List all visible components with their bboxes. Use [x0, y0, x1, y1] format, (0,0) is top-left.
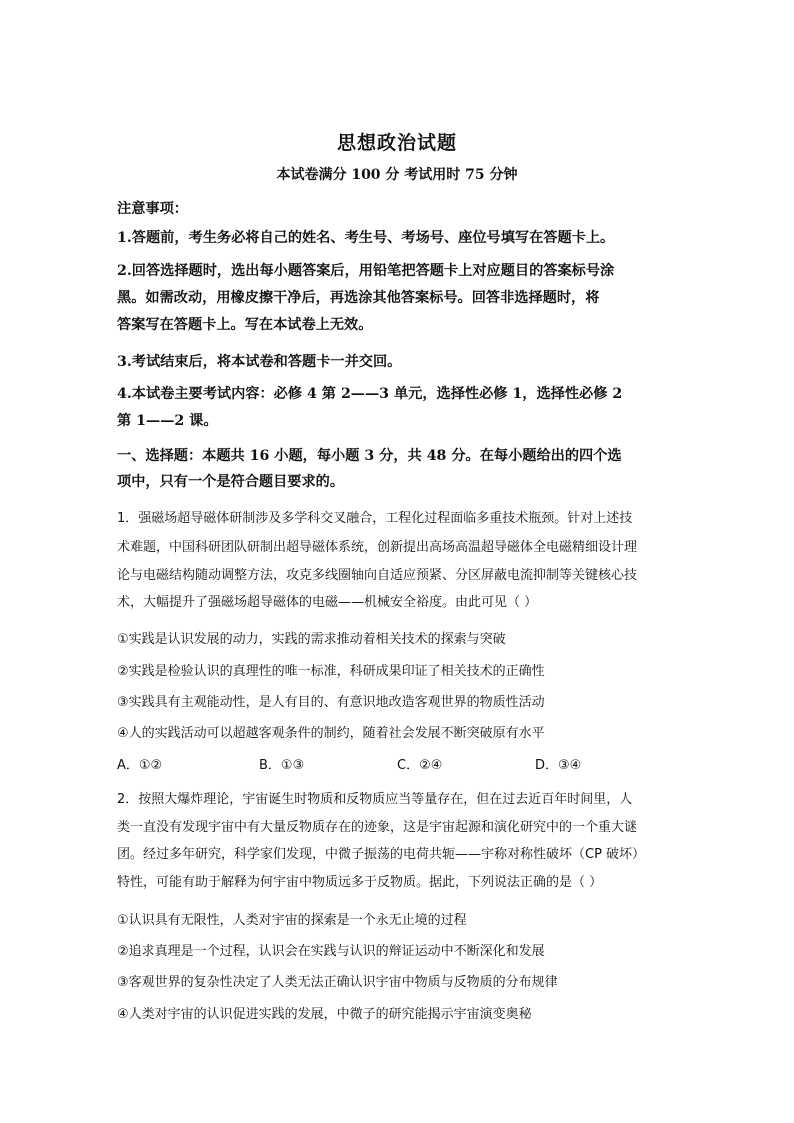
question-2-line-3: 团。经过多年研究，科学家们发现，中微子振荡的电荷共轭——宇称对称性破坏（CP 破坏） — [117, 847, 646, 862]
question-2-statement-2: ②追求真理是一个过程，认识会在实践与认识的辩证运动中不断深化和发展 — [117, 944, 545, 959]
note-2-line-1: 2.回答选择题时，选出每小题答案后，用铅笔把答题卡上对应题目的答案标号涂 — [117, 263, 615, 279]
question-2-line-4: 特性，可能有助于解释为何宇宙中物质远多于反物质。据此，下列说法正确的是（ ） — [117, 875, 603, 890]
note-2-line-2: 黑。如需改动，用橡皮擦干净后，再选涂其他答案标号。回答非选择题时，将 — [117, 290, 600, 306]
question-2-statement-4: ④人类对宇宙的认识促进实践的发展，中微子的研究能揭示宇宙演变奥秘 — [117, 1007, 532, 1022]
question-1-line-4: 术，大幅提升了强磁场超导磁体的电磁——机械安全裕度。由此可见（ ） — [117, 595, 538, 610]
option-c[interactable]: C．②④ — [397, 758, 443, 773]
question-2-statement-1: ①认识具有无限性，人类对宇宙的探索是一个永无止境的过程 — [117, 913, 467, 928]
question-1-statement-4: ④人的实践活动可以超越客观条件的制约，随着社会发展不断突破原有水平 — [117, 726, 545, 741]
question-1-line-1: 1．强磁场超导磁体研制涉及多学科交叉融合，工程化过程面临多重技术瓶颈。针对上述技 — [117, 511, 633, 526]
page-title: 思想政治试题 — [336, 132, 457, 154]
note-3: 3.考试结束后，将本试卷和答题卡一并交回。 — [117, 354, 402, 370]
question-1-statement-1: ①实践是认识发展的动力，实践的需求推动着相关技术的探索与突破 — [117, 632, 506, 647]
question-1-options — [117, 753, 692, 779]
section-1-heading-line-1: 一、选择题：本题共 16 小题，每小题 3 分，共 48 分。在每小题给出的四个选 — [117, 448, 622, 464]
note-1: 1.答题前，考生务必将自己的姓名、考生号、考场号、座位号填写在答题卡上。 — [117, 230, 615, 246]
note-4-line-1: 4.本试卷主要考试内容：必修 4 第 2——3 单元，选择性必修 1，选择性必修 2 — [117, 386, 623, 402]
question-2-line-1: 2．按照大爆炸理论，宇宙诞生时物质和反物质应当等量存在，但在过去近百年时间里，人 — [117, 792, 633, 807]
exam-subtitle: 本试卷满分 100 分 考试用时 75 分钟 — [276, 167, 518, 183]
note-4-line-2: 第 1——2 课。 — [117, 413, 218, 429]
option-b[interactable]: B．①③ — [259, 758, 305, 773]
option-a[interactable]: A．①② — [117, 758, 163, 773]
question-1-statement-2: ②实践是检验认识的真理性的唯一标准，科研成果印证了相关技术的正确性 — [117, 664, 545, 679]
question-2-statement-3: ③客观世界的复杂性决定了人类无法正确认识宇宙中物质与反物质的分布规律 — [117, 975, 558, 990]
question-1-line-2: 术难题，中国科研团队研制出超导磁体系统，创新提出高场高温超导磁体全电磁精细设计理 — [117, 540, 638, 555]
question-1-statement-3: ③实践具有主观能动性，是人有目的、有意识地改造客观世界的物质性活动 — [117, 695, 545, 710]
section-1-heading-line-2: 项中，只有一个是符合题目要求的。 — [117, 474, 345, 490]
note-2-line-3: 答案写在答题卡上。写在本试卷上无效。 — [117, 317, 373, 333]
question-1-line-3: 论与电磁结构随动调整方法，攻克多线圈轴向自适应预紧、分区屏蔽电流抑制等关键核心技 — [117, 568, 638, 583]
question-2-line-2: 类一直没有发现宇宙中有大量反物质存在的迹象，这是宇宙起源和演化研究中的一个重大谜 — [117, 820, 638, 835]
notes-heading: 注意事项： — [117, 201, 188, 217]
option-d[interactable]: D．③④ — [535, 758, 582, 773]
